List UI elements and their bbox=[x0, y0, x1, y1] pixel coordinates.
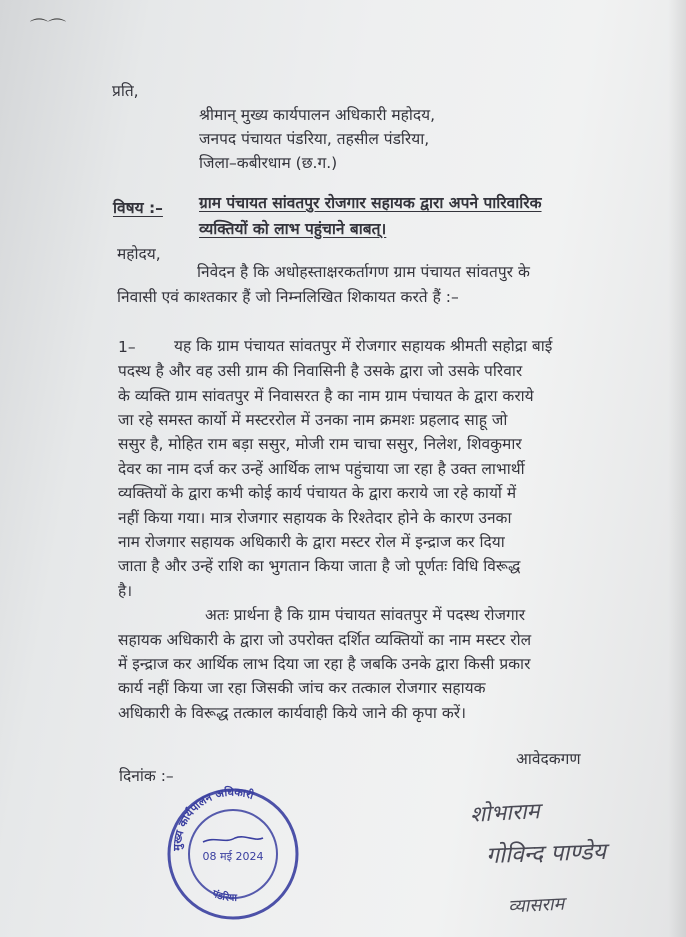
intro-line-2: निवासी एवं काश्तकार हैं जो निम्नलिखित शिकायत करते हैं :– bbox=[117, 288, 459, 306]
point-line-6: देवर का नाम दर्ज कर उन्हें आर्थिक लाभ पहुंचाया जा रहा है उक्त लाभार्थी bbox=[118, 460, 525, 478]
signature-2: गोविन्द पाण्डेय bbox=[485, 838, 607, 870]
seal-received-date: 08 मई 2024 bbox=[202, 850, 264, 863]
intro-line-1: निवेदन है कि अधोहस्ताक्षरकर्तागण ग्राम पंचायत सांवतपुर के bbox=[197, 263, 530, 281]
addressee-line-3: जिला–कबीरधाम (छ.ग.) bbox=[199, 154, 338, 172]
point-number: 1– bbox=[118, 338, 136, 356]
prayer-line-1: अतः प्रार्थना है कि ग्राम पंचायत सांवतपुर में पदस्थ रोजगार bbox=[205, 606, 526, 624]
point-line-8: नहीं किया गया। मात्र रोजगार सहायक के रिश्तेदार होने के कारण उनका bbox=[118, 509, 512, 527]
prayer-line-2: सहायक अधिकारी के द्वारा जो उपरोक्त दर्शित व्यक्तियों का नाम मस्टर रोल bbox=[118, 631, 532, 649]
prayer-line-4: कार्य नहीं किया जा रहा जिसकी जांच कर तत्काल रोजगार सहायक bbox=[118, 679, 486, 697]
seal-ring-text: मुख्य कार्यपालन अधिकारी bbox=[170, 785, 256, 851]
seal-scribble bbox=[203, 837, 263, 842]
prayer-line-3: में इन्द्राज कर आर्थिक लाभ दिया जा रहा है जबकि उनके द्वारा किसी प्रकार bbox=[118, 655, 531, 673]
salutation-to: प्रति, bbox=[112, 82, 139, 100]
point-line-3: के व्यक्ति ग्राम सांवतपुर में निवासरत है का नाम ग्राम पंचायत के द्वारा कराये bbox=[118, 387, 534, 405]
applicants-label: आवेदकगण bbox=[516, 750, 581, 768]
point-line-10: जाता है और उन्हें राशि का भुगतान किया जाता है जो पूर्णतः विधि विरूद्ध bbox=[118, 557, 521, 575]
official-seal bbox=[163, 784, 303, 924]
point-line-2: पदस्थ है और वह उसी ग्राम की निवासिनी है उसके द्वारा जो उसके परिवार bbox=[118, 362, 523, 380]
signature-3: व्यासराम bbox=[507, 893, 565, 918]
addressee-line-2: जनपद पंचायत पंडरिया, तहसील पंडरिया, bbox=[199, 130, 430, 148]
point-line-1: यह कि ग्राम पंचायत सांवतपुर में रोजगार सहायक श्रीमती सहोद्रा बाई bbox=[174, 337, 553, 355]
addressee-line-1: श्रीमान् मुख्य कार्यपालन अधिकारी महोदय, bbox=[199, 106, 436, 124]
prayer-line-5: अधिकारी के विरूद्ध तत्काल कार्यवाही किये जाने की कृपा करें। bbox=[118, 704, 466, 722]
subject-line-2: व्यक्तियों को लाभ पहुंचाने बाबत्। bbox=[199, 220, 387, 238]
point-line-4: जा रहे समस्त कार्यो में मस्टररोल में उनका नाम क्रमशः प्रहलाद साहू जो bbox=[118, 411, 508, 429]
point-line-9: नाम रोजगार सहायक अधिकारी के द्वारा मस्टर रोल में इन्द्राज कर दिया bbox=[118, 533, 505, 551]
subject-label: विषय :– bbox=[113, 199, 163, 217]
seal-bottom-text: पंडरिया bbox=[210, 888, 237, 904]
corner-mark: ⌒⌒ bbox=[30, 18, 66, 39]
page-shadow bbox=[668, 0, 686, 937]
point-line-7: व्यक्तियों के द्वारा कभी कोई कार्य पंचायत के द्वारा कराये जा रहे कार्यो में bbox=[118, 484, 517, 502]
signature-1: शोभाराम bbox=[469, 799, 541, 828]
subject-line-1: ग्राम पंचायत सांवतपुर रोजगार सहायक द्वारा अपने पारिवारिक bbox=[199, 194, 542, 212]
date-label: दिनांक :– bbox=[119, 767, 174, 785]
point-line-11: है। bbox=[118, 582, 133, 600]
point-line-5: ससुर है, मोहित राम बड़ा ससुर, मोजी राम चाचा ससुर, निलेश, शिवकुमार bbox=[118, 435, 522, 453]
greeting: महोदय, bbox=[117, 245, 161, 263]
